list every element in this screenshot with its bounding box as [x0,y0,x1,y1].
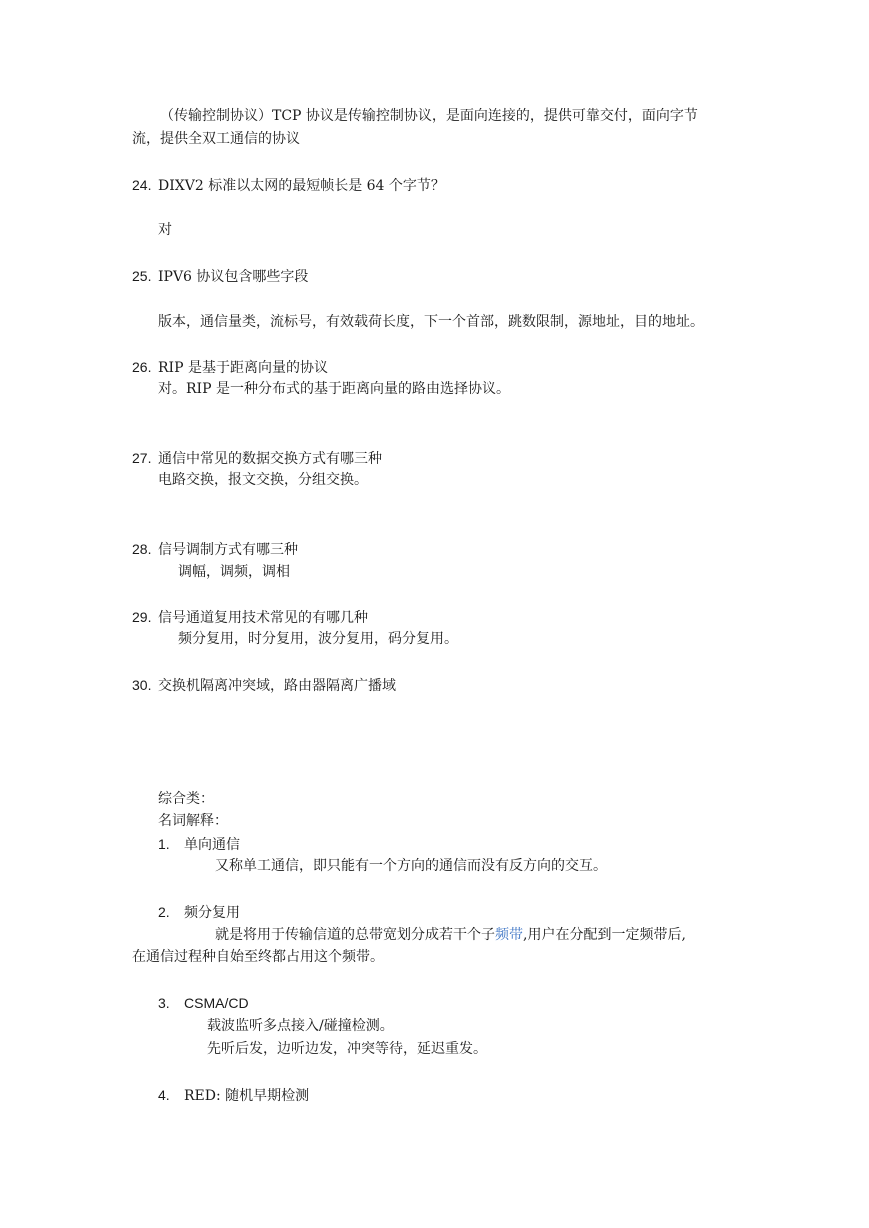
term-4 [158,1085,309,1106]
term-title: 单向通信 [184,837,240,853]
term-number: 4. [158,1087,170,1103]
term-title: CSMA/CD [184,995,249,1011]
term-2-definition-line-1 [215,925,686,945]
question-number: 28. [132,541,152,557]
question-text: 信号调制方式有哪三种 [158,542,298,558]
question-27 [132,448,382,469]
answer-25: 版本，通信量类，流标号，有效载荷长度，下一个首部，跳数限制，源地址，目的地址。 [158,314,704,330]
question-29 [132,607,368,628]
question-25 [132,266,308,287]
section-subtitle: 名词解释： [158,813,228,829]
term-3-definition-line-2: 先听后发，边听边发，冲突等待，延迟重发。 [207,1041,487,1057]
answer-24: 对 [158,222,172,238]
intro-line-2: 流，提供全双工通信的协议 [132,131,300,147]
term-number: 2. [158,904,170,920]
definition-text: 就是将用于传输信道的总带宽划分成若干个子 [215,927,495,943]
answer-27: 电路交换，报文交换，分组交换。 [158,472,368,488]
term-1 [158,834,240,855]
frequency-band-link[interactable]: 频带 [495,927,523,943]
answer-29: 频分复用，时分复用，波分复用，码分复用。 [178,631,458,647]
question-number: 24. [132,177,152,193]
question-text: IPV6 协议包含哪些字段 [158,269,309,285]
answer-28: 调幅，调频，调相 [178,564,290,580]
term-title: 频分复用 [184,905,240,921]
question-number: 25. [132,268,152,284]
question-number: 29. [132,609,152,625]
question-text: 通信中常见的数据交换方式有哪三种 [158,451,382,467]
question-text: DIXV2 标准以太网的最短帧长是 64 个字节？ [158,178,445,194]
answer-26: 对。RIP 是一种分布式的基于距离向量的路由选择协议。 [158,381,510,397]
question-number: 27. [132,450,152,466]
term-2-definition-line-2: 在通信过程种自始至终都占用这个频带。 [132,949,384,965]
definition-text: ,用户在分配到一定频带后, [523,927,686,943]
question-number: 26. [132,359,152,375]
term-3 [158,993,249,1014]
term-number: 3. [158,995,170,1011]
question-24 [132,175,445,196]
section-title: 综合类： [158,791,214,807]
term-3-definition-line-1: 载波监听多点接入/碰撞检测。 [207,1018,394,1034]
question-number: 30. [132,677,152,693]
question-26 [132,357,328,378]
term-2 [158,902,240,923]
term-1-definition: 又称单工通信，即只能有一个方向的通信而没有反方向的交互。 [215,858,607,874]
question-28 [132,539,298,560]
question-text: RIP 是基于距离向量的协议 [158,360,328,376]
term-number: 1. [158,836,170,852]
question-30 [132,675,396,696]
term-title: RED: 随机早期检测 [184,1088,310,1104]
question-text: 信号通道复用技术常见的有哪几种 [158,610,368,626]
question-text: 交换机隔离冲突域，路由器隔离广播域 [158,678,396,694]
intro-line-1: （传输控制协议）TCP 协议是传输控制协议，是面向连接的，提供可靠交付，面向字节 [160,108,698,124]
